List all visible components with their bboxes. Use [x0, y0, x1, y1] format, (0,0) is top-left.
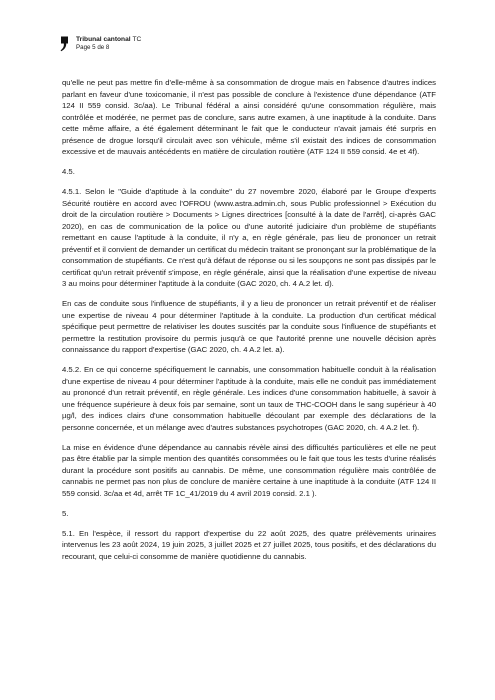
paragraph-4-5-2: 4.5.2. En ce qui concerne spécifiquement le cannabis, une consommation habituelle conduit à la réalisation d'une expertise de niveau 4 pour déterminer l'aptitude à la conduite, mais elle ne conduit pas immédiatement au prononcé d'un retrait préventif, en règle générale. Les indices d'une consommation habituelle, à savoir à une fréquence supérieure à deux fois par semaine, sont un taux de THC-COOH dans le sang supérieur à 40 µg/l, des indices clairs d'une consommation habituelle découlant par exemple des déclarations de la personne concernée, et un mélange avec d'autres substances psychotropes (GAC 2020, ch. 4 A.2 let. f).: [62, 365, 436, 432]
paragraph-4-5-1: 4.5.1. Selon le "Guide d'aptitude à la conduite" du 27 novembre 2020, élaboré par le Groupe d'experts Sécurité routière en accord avec l'OFROU (www.astra.admin.ch, sous Public professionnel > Exécution du droit de la circulation routière > Documents > Lignes directrices [consulté à la date de l'arrêt], ci-après GAC 2020), en cas de communication de la police ou d'une autorité judiciaire d'un problème de stupéfiants remettant en cause l'aptitude à la conduite, il n'y a, en règle générale, pas lieu de prononcer un retrait préventif et il convient de demander un certificat du médecin traitant se prononçant sur la problématique de la consommation de stupéfiants. Ce n'est qu'à défaut de réponse ou si les soupçons ne sont pas dissipés par le certificat qu'un retrait préventif s'impose, en règle générale, ainsi que la réalisation d'une expertise de niveau 3 au moins pour déterminer l'aptitude à la conduite (GAC 2020, ch. 4 A.2 let. d).: [62, 187, 436, 288]
court-name-suffix: TC: [132, 36, 142, 43]
paragraph-5-1: 5.1. En l'espèce, il ressort du rapport d'expertise du 22 août 2025, des quatre prélèvements urinaires intervenus les 23 août 2024, 19 juin 2025, 3 juillet 2025 et 27 juillet 2025, tous positifs, et des déclarations du recourant, que celui-ci consomme de manière quotidienne du cannabis.: [62, 528, 436, 561]
section-heading-4-5: 4.5.: [62, 167, 75, 176]
paragraph-driving-under-influence: En cas de conduite sous l'influence de stupéfiants, il y a lieu de prononcer un retrait préventif et de réaliser une expertise de niveau 4 pour déterminer l'aptitude à la conduite. La production d'un certificat médical spécifique peut permettre de relativiser les doutes suscités par la conduite sous l'influence de stupéfiants et permettre la restitution provisoire du permis jusqu'à ce que l'autorité prenne une nouvelle décision après connaissance du rapport d'expertise (GAC 2020, ch. 4 A.2 let. a).: [62, 299, 436, 354]
section-heading-5: 5.: [62, 508, 69, 518]
court-logo-icon: [60, 36, 70, 52]
document-body: [62, 77, 436, 571]
page-number: Page 5 de 8: [76, 44, 110, 51]
paragraph-cannabis-dependence: La mise en évidence d'une dépendance au cannabis révèle ainsi des difficultés particulières et elle ne peut pas être établie par la simple mention des quantités consommées ou le fait que tous les tests d'urine réalisés durant la procédure sont positifs au cannabis. De même, une consommation régulière mais contrôlée de cannabis ne permet pas non plus de conclure de manière certaine à une inaptitude à la conduite (ATF 124 II 559 consid. 3c/aa et 4d, arrêt TF 1C_41/2019 du 4 avril 2019 consid. 2.1 ).: [62, 442, 436, 498]
paragraph-continuation: qu'elle ne peut pas mettre fin d'elle-même à sa consommation de drogue mais en l'absence d'autres indices parlant en faveur d'une toxicomanie, il n'est pas possible de conclure à l'existence d'une dépendance (ATF 124 II 559 consid. 3c/aa). Le Tribunal fédéral a ainsi considéré qu'une consommation régulière, mais contrôlée et modérée, ne permet pas de conclure, sans autre examen, à une inaptitude à la conduite. Dans cette même affaire, a été également déterminant le fait que le conducteur n'avait jamais été surpris en présence de drogue lorsqu'il circulait avec son véhicule, même s'il existait des indices de consommation excessive et de mauvais antécédents en matière de circulation routière (ATF 124 II 559 consid. 4e et 4f).: [62, 78, 436, 156]
court-name: Tribunal cantonal TC: [76, 36, 142, 43]
